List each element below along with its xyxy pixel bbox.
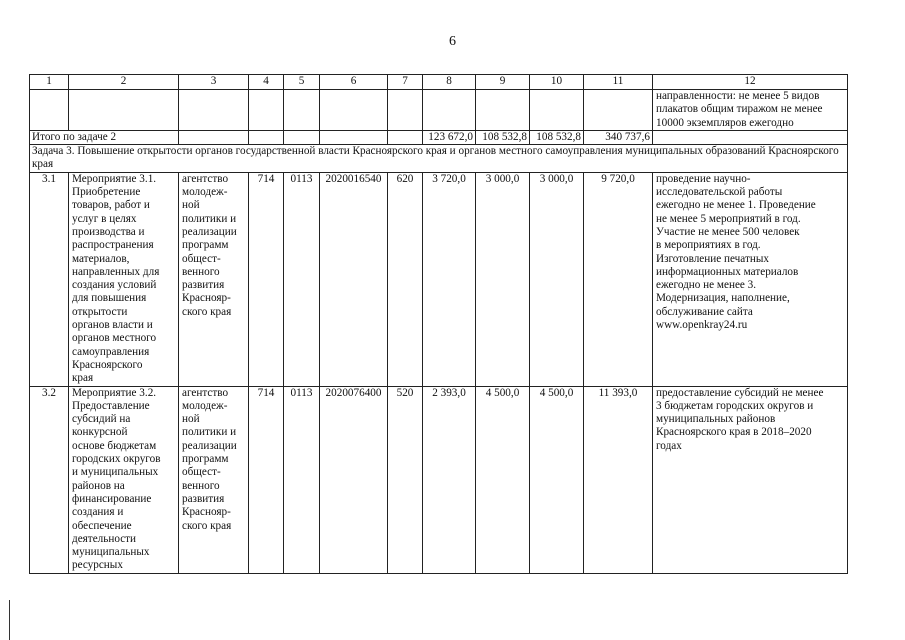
cont-cell [69,90,179,131]
cont-cell [284,90,320,131]
cell-col-10: 4 500,0 [530,386,584,573]
cell-col-4: 714 [249,172,284,386]
cont-cell [476,90,530,131]
cont-cell [249,90,284,131]
header-col-5: 5 [284,75,320,90]
cell-col-5: 0113 [284,386,320,573]
cell-col-9: 3 000,0 [476,172,530,386]
cell-col-11: 9 720,0 [584,172,653,386]
header-col-3: 3 [179,75,249,90]
cont-cell [423,90,476,131]
total-empty-cell [388,130,423,144]
result-text: предоставление субсидий не менее 3 бюджетам городских округов и муниципальных районов Красноярского края в 2018–2020 годах [653,386,848,573]
agency-name: агентство молодеж- ной политики и реализации программ общест- венного развития Краснояр- ского края [179,386,249,573]
cell-col-6: 2020076400 [320,386,388,573]
total-col-10: 108 532,8 [530,130,584,144]
task-total-label: Итого по задаче 2 [30,130,179,144]
column-number-row [30,75,848,90]
cell-col-5: 0113 [284,172,320,386]
header-col-4: 4 [249,75,284,90]
page-number: 6 [449,34,456,49]
cell-col-4: 714 [249,386,284,573]
cell-col-9: 4 500,0 [476,386,530,573]
task-total-row [30,130,848,144]
result-text: проведение научно- исследовательской работы ежегодно не менее 1. Проведение не менее 5 мероприятий в год. Участие не менее 500 человек в мероприятиях в год. Изготовление печатных информационных материалов ежегодно не менее 3. Модернизация, наполнение, обслуживание сайта www.openkray24.ru [653,172,848,386]
task-heading: Задача 3. Повышение открытости органов государственной власти Красноярского края и органов местного самоуправления муниципальных образований Красноярского края [30,145,848,173]
total-col-11: 340 737,6 [584,130,653,144]
activity-name: Мероприятие 3.2. Предоставление субсидий на конкурсной основе бюджетам городских округов и муниципальных районов на финансирование создания и обеспечение деятельности муниципальных ресурсных [69,386,179,573]
cont-cell [179,90,249,131]
header-col-10: 10 [530,75,584,90]
header-col-7: 7 [388,75,423,90]
scan-edge-mark [9,600,10,640]
cell-col-11: 11 393,0 [584,386,653,573]
cont-cell [388,90,423,131]
cont-cell [30,90,69,131]
table-row [30,172,848,386]
header-col-2: 2 [69,75,179,90]
header-col-9: 9 [476,75,530,90]
header-col-8: 8 [423,75,476,90]
header-col-12: 12 [653,75,848,90]
total-empty-cell [179,130,249,144]
total-empty-cell [284,130,320,144]
agency-name: агентство молодеж- ной политики и реализации программ общест- венного развития Краснояр- ского края [179,172,249,386]
activity-name: Мероприятие 3.1. Приобретение товаров, работ и услуг в целях производства и распространения материалов, направленных для создания условий для повышения открытости органов власти и органов местного самоуправления Красноярского края [69,172,179,386]
total-col-9: 108 532,8 [476,130,530,144]
header-col-6: 6 [320,75,388,90]
row-number: 3.2 [30,386,69,573]
table-row [30,386,848,573]
total-col-8: 123 672,0 [423,130,476,144]
cont-cell [584,90,653,131]
task-heading-row [30,145,848,173]
budget-table [29,74,848,574]
cell-col-8: 3 720,0 [423,172,476,386]
cell-col-7: 620 [388,172,423,386]
continuation-row [30,90,848,131]
header-col-1: 1 [30,75,69,90]
cell-col-8: 2 393,0 [423,386,476,573]
cell-col-6: 2020016540 [320,172,388,386]
cell-col-7: 520 [388,386,423,573]
row-number: 3.1 [30,172,69,386]
budget-table-wrapper [29,74,848,574]
cell-col-10: 3 000,0 [530,172,584,386]
cont-result-text: направленности: не менее 5 видов плакатов общим тиражом не менее 10000 экземпляров ежегодно [653,90,848,131]
total-empty-cell [249,130,284,144]
total-empty-cell [320,130,388,144]
total-empty-cell [653,130,848,144]
header-col-11: 11 [584,75,653,90]
cont-cell [530,90,584,131]
cont-cell [320,90,388,131]
